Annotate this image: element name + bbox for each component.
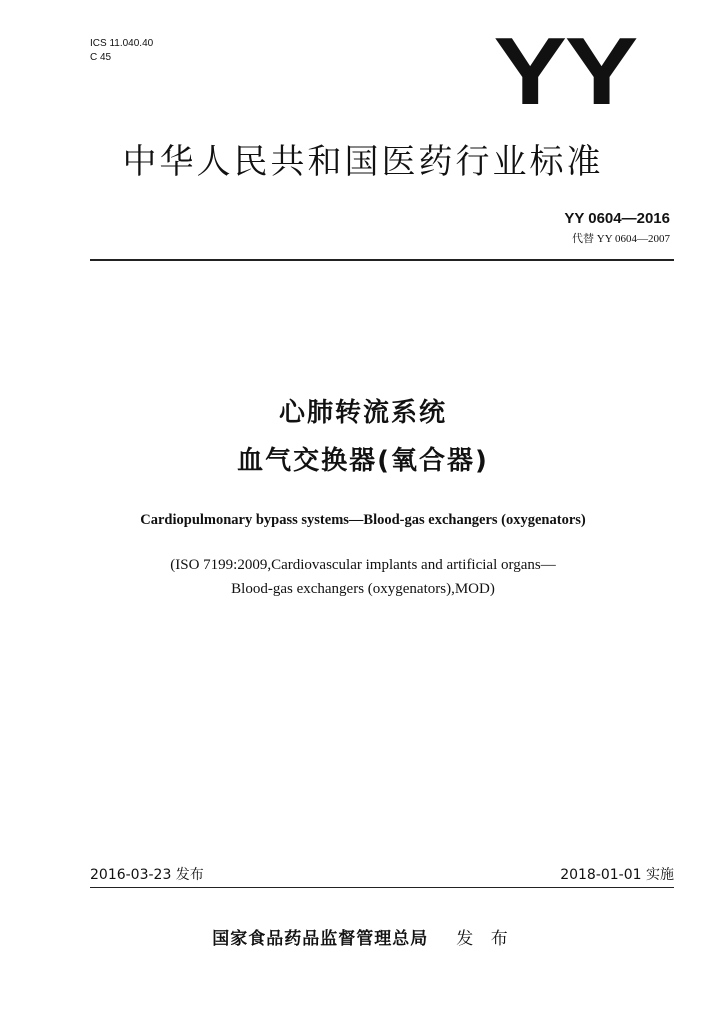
yy-logo: YY	[493, 18, 636, 125]
footer-divider	[90, 887, 674, 888]
publish-label: 发 布	[456, 929, 514, 949]
standard-number: YY 0604—2016	[564, 210, 670, 227]
issue-date: 2016-03-23 发布	[90, 867, 204, 883]
ics-code: ICS 11.040.40	[90, 38, 154, 49]
replaces-standard: 代替 YY 0604—2007	[572, 233, 670, 245]
iso-reference-line1: (ISO 7199:2009,Cardiovascular implants and artificial organs—	[170, 557, 556, 573]
title-cn-line2: 血气交换器(氧合器)	[237, 446, 489, 476]
header-divider	[90, 259, 674, 261]
implementation-date: 2018-01-01 实施	[560, 867, 674, 883]
standard-category-title: 中华人民共和国医药行业标准	[122, 142, 604, 182]
iso-reference-line2: Blood-gas exchangers (oxygenators),MOD)	[231, 581, 495, 597]
title-english: Cardiopulmonary bypass systems—Blood-gas exchangers (oxygenators)	[140, 512, 586, 528]
ccs-code: C 45	[90, 52, 112, 63]
title-cn-line1: 心肺转流系统	[278, 398, 447, 428]
issuer-row	[0, 928, 726, 950]
issuing-authority: 国家食品药品监督管理总局	[212, 929, 429, 949]
